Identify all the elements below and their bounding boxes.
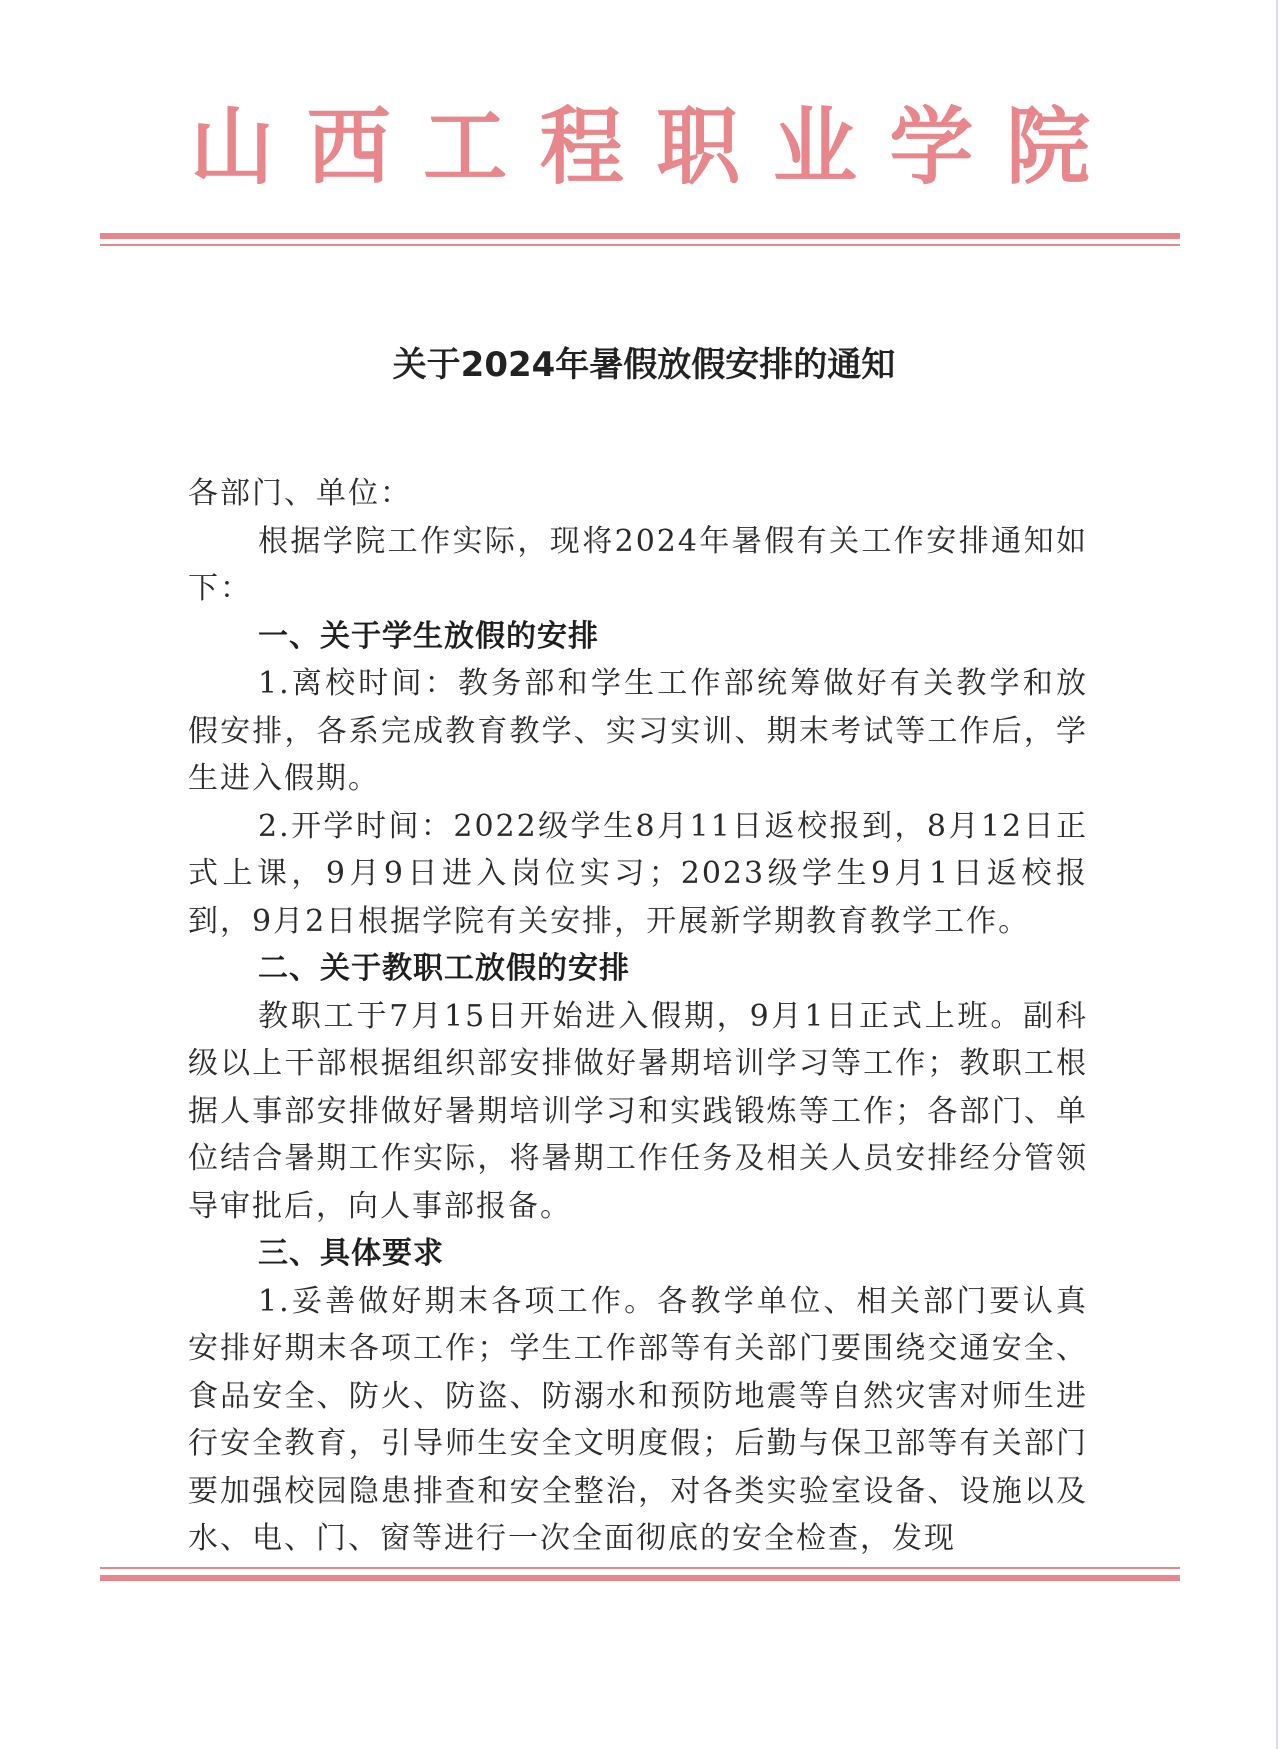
header-rule-thin [100, 244, 1180, 246]
footer-rule-thick [100, 1575, 1180, 1581]
header-rule-thick [100, 233, 1180, 239]
salutation: 各部门、单位： [188, 476, 412, 511]
paragraph: 1.离校时间：教务部和学生工作部统筹做好有关教学和放假安排，各系完成教育教学、实习实训、期末考试等工作后，学生进入假期。 [188, 666, 1088, 796]
letterhead-char: 程 [539, 97, 624, 196]
letterhead-char: 学 [889, 97, 974, 196]
section-heading: 三、具体要求 [258, 1236, 444, 1271]
letterhead-title [190, 92, 1090, 202]
footer-rule-thin [100, 1567, 1180, 1569]
document-body [188, 470, 1088, 1563]
paragraph: 教职工于7月15日开始进入假期，9月1日正式上班。副科级以上干部根据组织部安排做好暑期培训学习等工作；教职工根据人事部安排做好暑期培训学习和实践锻炼等工作；各部门、单位结合暑期工作实际，将暑期工作任务及相关人员安排经分管领导审批后，向人事部报备。 [188, 998, 1088, 1224]
letterhead-char: 职 [656, 97, 741, 196]
section-heading: 二、关于教职工放假的安排 [258, 951, 630, 986]
page-edge [1276, 0, 1278, 1749]
letterhead-char: 山 [190, 97, 275, 196]
letterhead-char: 工 [423, 97, 508, 196]
intro-paragraph: 根据学院工作实际，现将2024年暑假有关工作安排通知如下： [188, 523, 1088, 606]
letterhead-char: 业 [772, 97, 857, 196]
document-title: 关于2024年暑假放假安排的通知 [392, 345, 896, 385]
letterhead-char: 西 [306, 97, 391, 196]
paragraph: 1.妥善做好期末各项工作。各教学单位、相关部门要认真安排好期末各项工作；学生工作部等有关部门要围绕交通安全、食品安全、防火、防盗、防溺水和预防地震等自然灾害对师生进行安全教育，引导师生安全文明度假；后勤与保卫部等有关部门要加强校园隐患排查和安全整治，对各类实验室设备、设施以及水、电、门、窗等进行一次全面彻底的安全检查，发现 [188, 1283, 1088, 1556]
section-heading: 一、关于学生放假的安排 [258, 618, 599, 654]
paragraph: 2.开学时间：2022级学生8月11日返校报到，8月12日正式上课，9月9日进入岗位实习；2023级学生9月1日返校报到，9月2日根据学院有关安排，开展新学期教育教学工作。 [188, 808, 1088, 939]
letterhead-char: 院 [1005, 97, 1090, 196]
